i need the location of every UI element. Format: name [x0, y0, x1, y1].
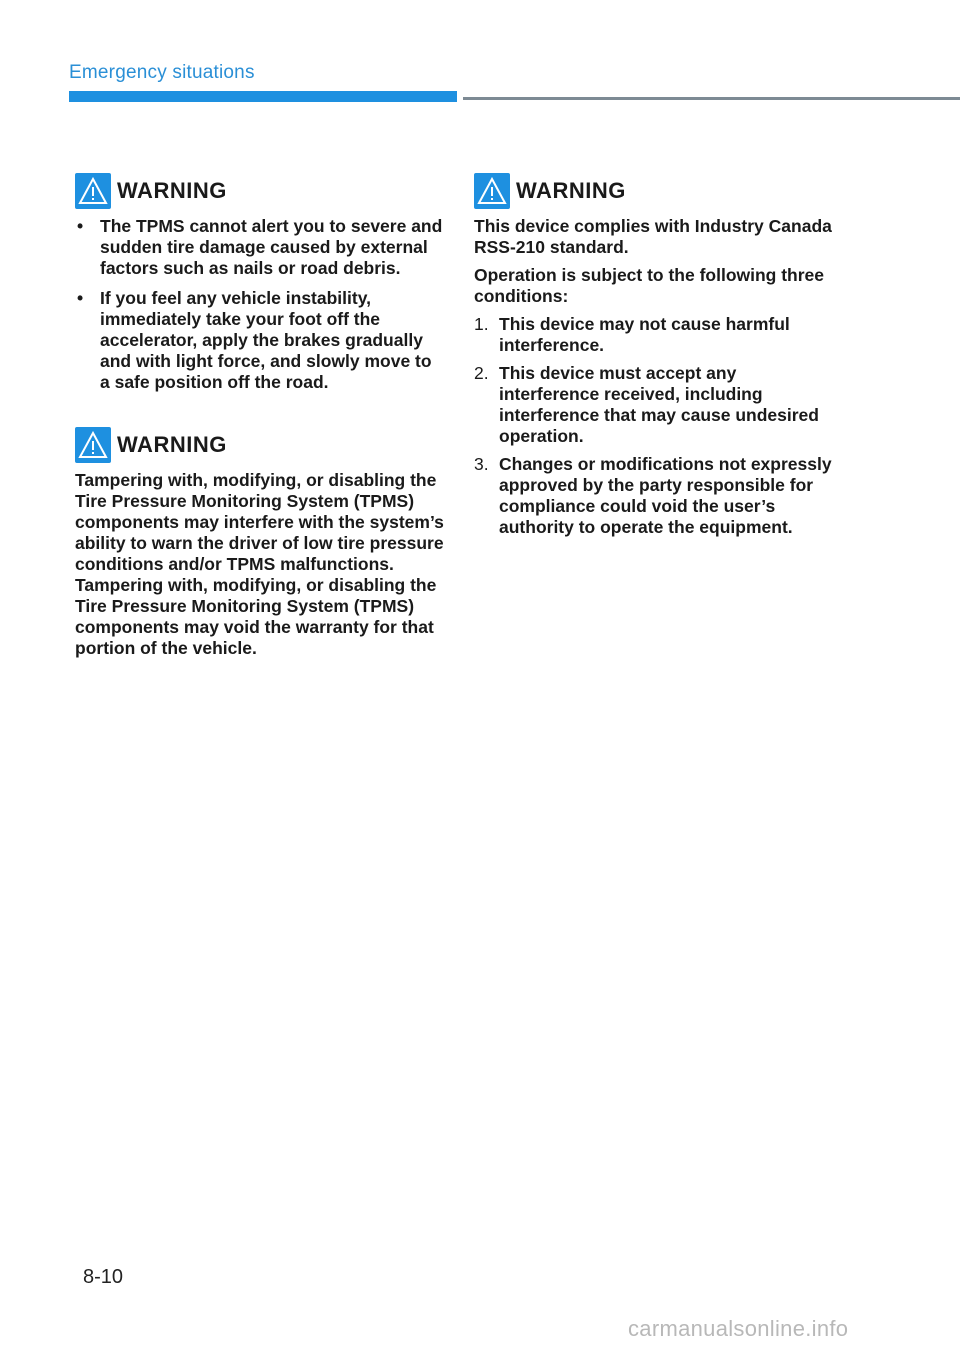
list-item: • The TPMS cannot alert you to severe and sudden tire damage caused by external factors such as nails or road debris.: [77, 216, 443, 278]
list-item: • If you feel any vehicle instability, immediately take your foot off the accelerator, apply the brakes gradually and with light force, and slowly move to a safe position off the road.: [77, 288, 432, 392]
list-item: 1. This device may not cause harmful interference.: [474, 314, 790, 355]
warning-label: WARNING: [117, 178, 227, 203]
header-rule-accent: [69, 91, 457, 102]
list-item: 3. Changes or modifications not expressly approved by the party responsible for compliance could void the user’s authority to operate the equipment.: [474, 454, 832, 537]
warning-triangle-icon: [474, 173, 510, 209]
watermark: carmanualsonline.info: [628, 1316, 849, 1341]
section-title: Emergency situations: [69, 62, 255, 83]
warning-header: [474, 170, 834, 212]
conditions-list: [474, 314, 834, 538]
header-rule-gray: [463, 97, 960, 100]
warning-triangle-icon: [75, 173, 111, 209]
warning-label: WARNING: [516, 178, 626, 203]
warning-text: Operation is subject to the following three conditions:: [474, 265, 825, 306]
warning-text: This device complies with Industry Canada RSS-210 standard.: [474, 216, 832, 257]
left-column: [75, 170, 445, 666]
page-number: 8-10: [83, 1266, 124, 1288]
warning-header: [75, 170, 445, 212]
right-column: [474, 170, 834, 545]
warning-header: [75, 424, 445, 466]
list-item: 2. This device must accept any interference received, including interference that may cause undesired operation.: [474, 363, 819, 446]
warning-label: WARNING: [117, 432, 227, 457]
warning-text: Tampering with, modifying, or disabling the Tire Pressure Monitoring System (TPMS) components may interfere with the system’s ability to warn the driver of low tire pressure conditions and/or TPMS malfunctions. Tampering with, modifying, or disabling the Tire Pressure Monitoring System (TPMS) components may void the warranty for that portion of the vehicle.: [75, 470, 444, 658]
warning-triangle-icon: [75, 427, 111, 463]
warning-bullet-list: [75, 216, 445, 393]
